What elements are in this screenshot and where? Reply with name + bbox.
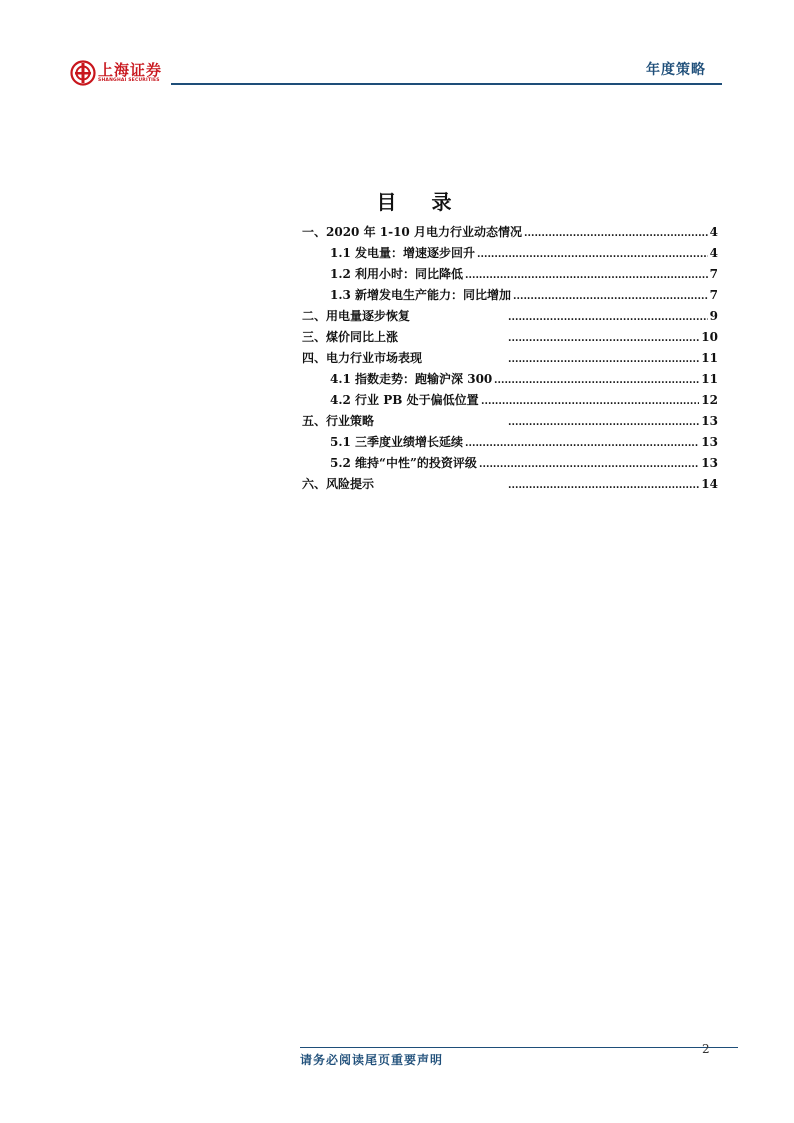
- toc-entry[interactable]: [302, 411, 718, 432]
- toc-entry-page: 10: [700, 327, 718, 348]
- toc-entry-page: 13: [700, 432, 718, 453]
- toc-entry[interactable]: [302, 243, 718, 264]
- toc-leader-dots: [508, 411, 699, 433]
- toc-entry-label: 5.2 维持“中性”的投资评级: [330, 453, 479, 474]
- toc-entry[interactable]: [302, 222, 718, 243]
- toc-entry-label: 4.1 指数走势：跑输沪深 300: [330, 369, 494, 390]
- toc-leader-dots: [508, 306, 708, 328]
- table-of-contents: [302, 222, 718, 495]
- logo-english-name: SHANGHAI SECURITIES: [98, 78, 160, 83]
- document-type-label: 年度策略: [646, 62, 706, 78]
- toc-entry-page: 7: [709, 264, 718, 285]
- toc-entry[interactable]: [302, 369, 718, 390]
- footer-disclaimer: 请务必阅读尾页重要声明: [300, 1053, 444, 1067]
- toc-entry[interactable]: [302, 390, 718, 411]
- toc-entry-label: 五、行业策略: [302, 411, 376, 432]
- toc-entry-label: 一、2020 年 1-10 月电力行业动态情况: [302, 222, 524, 243]
- toc-entry-label: 三、煤价同比上涨: [302, 327, 400, 348]
- toc-entry-page: 13: [700, 453, 718, 474]
- toc-entry-page: 13: [700, 411, 718, 432]
- toc-entry-label: 5.1 三季度业绩增长延续: [330, 432, 465, 453]
- toc-leader-dots: [481, 390, 699, 412]
- toc-entry-label: 六、风险提示: [302, 474, 376, 495]
- toc-entry-page: 4: [709, 222, 718, 243]
- toc-entry-label: 二、用电量逐步恢复: [302, 306, 412, 327]
- company-logo: [70, 58, 162, 88]
- toc-entry[interactable]: [302, 264, 718, 285]
- toc-entry-page: 14: [700, 474, 718, 495]
- toc-leader-dots: [524, 222, 708, 244]
- toc-entry-page: 11: [700, 369, 718, 390]
- header-divider: [171, 83, 722, 85]
- toc-leader-dots: [465, 432, 699, 454]
- toc-entry-label: 4.2 行业 PB 处于偏低位置: [330, 390, 481, 411]
- toc-leader-dots: [479, 453, 699, 475]
- page-number: 2: [702, 1042, 710, 1056]
- toc-entry[interactable]: [302, 474, 718, 495]
- shanghai-securities-emblem-icon: [70, 60, 96, 86]
- toc-entry-label: 1.1 发电量：增速逐步回升: [330, 243, 477, 264]
- toc-heading: 目 录: [376, 190, 466, 214]
- toc-entry[interactable]: [302, 432, 718, 453]
- toc-entry[interactable]: [302, 327, 718, 348]
- toc-entry-page: 9: [709, 306, 718, 327]
- toc-leader-dots: [513, 285, 708, 307]
- toc-leader-dots: [508, 327, 699, 349]
- toc-entry-page: 11: [700, 348, 718, 369]
- toc-leader-dots: [494, 369, 699, 391]
- toc-leader-dots: [477, 243, 708, 265]
- toc-entry-page: 7: [709, 285, 718, 306]
- footer-divider: [300, 1047, 738, 1048]
- toc-entry[interactable]: [302, 348, 718, 369]
- toc-leader-dots: [465, 264, 708, 286]
- toc-entry-page: 12: [700, 390, 718, 411]
- toc-entry-label: 1.2 利用小时：同比降低: [330, 264, 465, 285]
- toc-entry-label: 四、电力行业市场表现: [302, 348, 424, 369]
- toc-entry-page: 4: [709, 243, 718, 264]
- toc-leader-dots: [508, 474, 699, 496]
- toc-entry[interactable]: [302, 453, 718, 474]
- logo-chinese-name: 上海证券: [98, 61, 163, 79]
- toc-entry-label: 1.3 新增发电生产能力：同比增加: [330, 285, 513, 306]
- toc-entry[interactable]: [302, 306, 718, 327]
- toc-entry[interactable]: [302, 285, 718, 306]
- toc-leader-dots: [508, 348, 699, 370]
